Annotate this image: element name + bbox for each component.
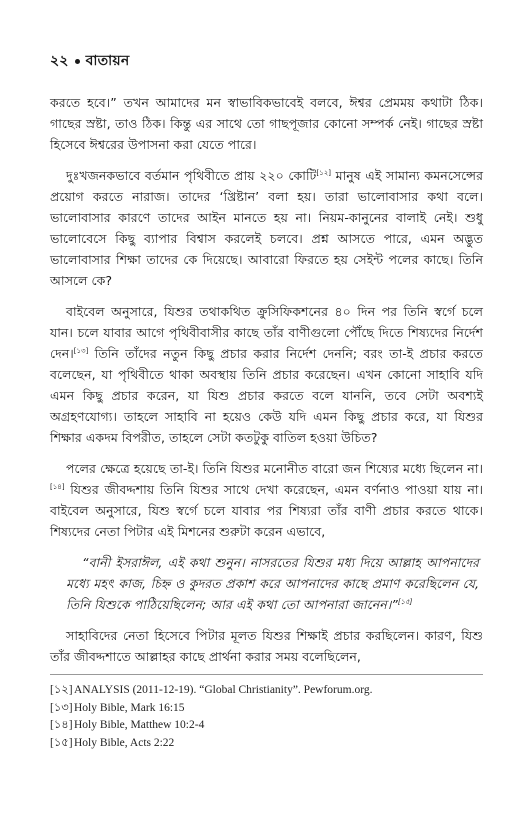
footnote — [50, 717, 483, 735]
paragraph-text: সাহাবিদের নেতা হিসেবে পিটার মূলত যিশুর শিক্ষাই প্রচার করছিলেন। কারণ, যিশু তাঁর জীবদ্দশাতে আল্লাহর কাছে প্রার্থনা করার সময় বলেছিলেন, — [50, 628, 483, 664]
paragraph-text: তিনি তাঁদের নতুন কিছু প্রচার করার নির্দেশ দেননি; বরং তা-ই প্রচার করতে বলেছেন, যা পৃথিবীতে থাকা অবস্থায় তিনি প্রচার করেছেন। এখন কোনো সাহাবি যদি এমন কিছু প্রচার করেন, যা যিশু প্রচার করতে বলে যাননি, তবে সেটা অবশ্যই অগ্রহণযোগ্য। তাহলে সাহাবি না হয়েও কেউ যদি এমন কিছু প্রচার করে, যা যিশুর শিক্ষার একদম বিপরীত, তাহলে সেটা কতটুকু বাতিল হওয়া উচিত? — [50, 346, 483, 445]
footnote — [50, 682, 483, 700]
paragraph — [50, 301, 483, 448]
footnote-number: [১৫] — [50, 736, 73, 749]
footnote-number: [১৩] — [50, 701, 73, 714]
quote-text: “বানী ইসরাঈল, এই কথা শুনুন। নাসরতের যিশুর মধ্য দিয়ে আল্লাহ আপনাদের মধ্যে মহৎ কাজ, চিহ্ন ও কুদরত প্রকাশ করে আপনাদের কাছে প্রমাণ করেছিলেন যে, তিনি যিশুকে পাঠিয়েছিলেন; আর এই কথা তো আপনারা জানেন।” — [66, 555, 479, 612]
paragraph-text: বাইবেল অনুসারে, যিশুর তথাকথিত ক্রুসিফিকশনের ৪০ দিন পর তিনি স্বর্গে চলে যান। চলে যাবার আগে পৃথিবীবাসীর কাছে তাঁর বাণীগুলো পৌঁছে দিতে শিষ্যদের নির্দেশ দেন। — [50, 304, 483, 361]
footnote-text: Holy Bible, Mark 16:15 — [74, 701, 185, 714]
paragraph — [50, 165, 483, 291]
running-header — [50, 49, 129, 73]
book-title: বাতায়ন — [85, 53, 130, 69]
footnote — [50, 735, 483, 753]
footnote-ref: [১৩] — [73, 346, 89, 355]
paragraph-text: করতে হবে।” তখন আমাদের মন স্বাভাবিকভাবেই বলবে, ঈশ্বর প্রেমময় কথাটা ঠিক। গাছের স্রষ্টা, তাও ঠিক। কিন্তু এর সাথে তো গাছপূজার কোনো সম্পর্ক নেই। গাছের স্রষ্টা হিসেবে ঈশ্বরের উপাসনা করা যেতে পারে। — [50, 95, 483, 152]
footnote-text: Holy Bible, Acts 2:22 — [74, 736, 175, 749]
footnote — [50, 700, 483, 718]
page-number: ২২ — [50, 53, 69, 69]
footnote-number: [১২] — [50, 684, 73, 696]
footnote-text: ANALYSIS (2011-12-19). “Global Christianity”. Pewforum.org. — [74, 684, 373, 696]
footnote-text: Holy Bible, Matthew 10:2-4 — [74, 719, 205, 731]
bullet-separator-icon — [75, 59, 80, 64]
footnote-ref: [১৪] — [50, 482, 65, 491]
paragraph-text: মানুষ এই সামান্য কমনসেন্সের প্রয়োগ করতে নারাজ। তাদের ‘খ্রিষ্টান’ বলা হয়। তারা ভালোবাসার কথা বলে। ভালোবাসার কারণে তাদের আইন মানতে হয় না। নিয়ম-কানুনের বালাই নেই। শুধু ভালোবেসে কিছু ব্যাপার বিশ্বাস করলেই চলবে। প্রশ্ন আসতে পারে, এমন অদ্ভুত ভালোবাসার শিক্ষা তাদের কে দিয়েছে। আবারো ফিরতে হয় সেইন্ট পলের কাছে। তিনি আসলে কে? — [50, 168, 483, 288]
footnote-number: [১৪] — [50, 719, 73, 731]
paragraph — [50, 458, 483, 542]
footnote-ref: [১২] — [316, 168, 331, 177]
footnotes — [50, 682, 483, 752]
paragraph-continuation — [50, 92, 483, 155]
footnote-ref: [১৫] — [397, 597, 413, 606]
footnote-divider — [50, 674, 483, 675]
block-quote — [50, 552, 483, 615]
paragraph-text: পলের ক্ষেত্রে হয়েছে তা-ই। তিনি যিশুর মনোনীত বারো জন শিষ্যের মধ্যে ছিলেন না। — [66, 461, 483, 476]
body-text — [50, 92, 483, 677]
paragraph-text: দুঃখজনকভাবে বর্তমান পৃথিবীতে প্রায় ২২০ কোটি — [66, 168, 317, 183]
paragraph — [50, 625, 483, 667]
paragraph-text: যিশুর জীবদ্দশায় তিনি যিশুর সাথে দেখা করেছেন, এমন বর্ণনাও পাওয়া যায় না। বাইবেল অনুসারে, যিশু স্বর্গে চলে যাবার পর শিষ্যরা তাঁর বাণী প্রচার করতে থাকে। শিষ্যদের নেতা পিটার এই মিশনের শুরুটা করেন এভাবে, — [50, 482, 483, 539]
